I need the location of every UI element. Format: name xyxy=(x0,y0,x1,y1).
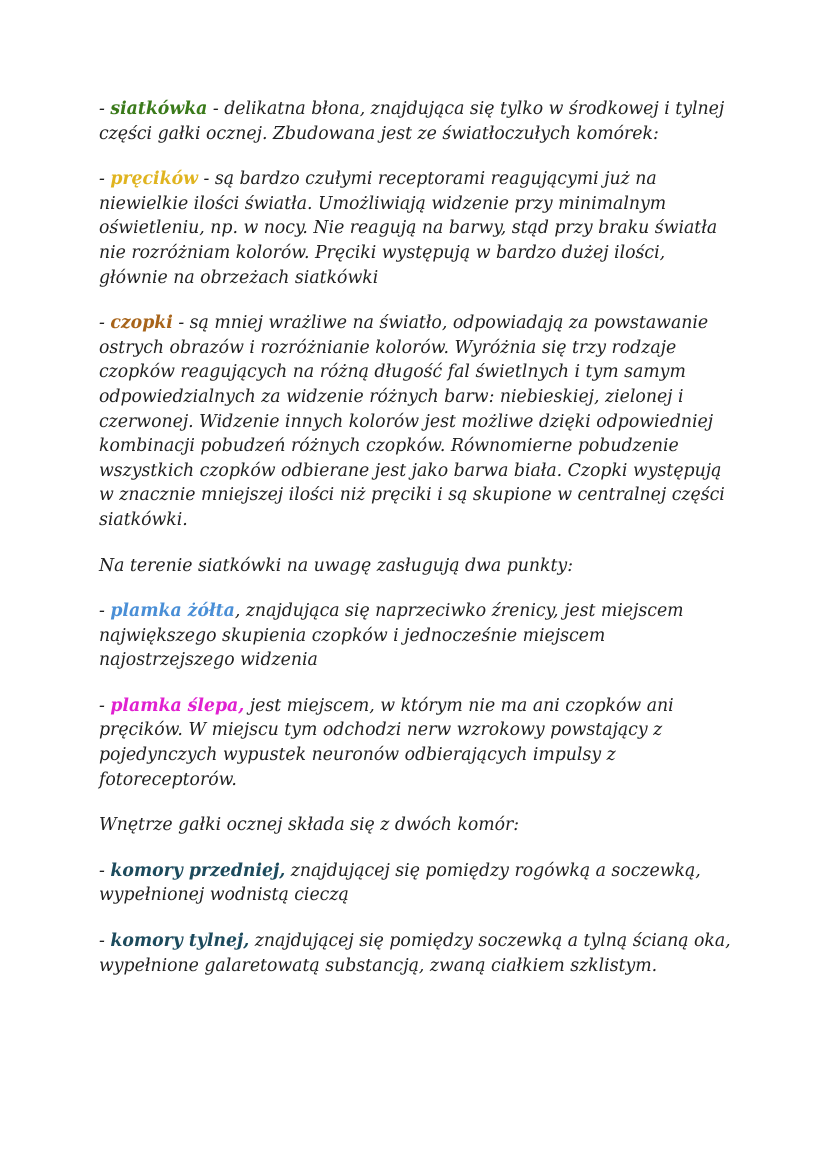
term-komora-tylna: komory tylnej, xyxy=(110,931,250,952)
paragraph-prefix: - xyxy=(99,169,111,190)
paragraph-komora-przednia xyxy=(99,859,739,908)
paragraph-prefix: - xyxy=(99,931,111,952)
paragraph-text: Na terenie siatkówki na uwagę zasługują dwa punkty: xyxy=(99,555,574,576)
paragraph-plamka-slepa xyxy=(99,694,739,792)
term-plamka-slepa: plamka ślepa, xyxy=(110,695,245,716)
paragraph-prefix: - xyxy=(99,313,111,334)
paragraph-prefix: - xyxy=(99,601,111,622)
paragraph-prefix: - xyxy=(99,99,111,119)
term-preciki: pręcików xyxy=(110,169,198,190)
paragraph-punkty-intro xyxy=(99,554,739,579)
paragraph-plamka-zolta xyxy=(99,599,739,673)
paragraph-komora-tylna xyxy=(99,929,739,978)
document-body xyxy=(99,97,739,999)
term-plamka-zolta: plamka żółta xyxy=(110,601,235,622)
paragraph-text: - są bardzo czułymi receptorami reagującymi już na niewielkie ilości światła. Umożliwiają widzenie przy minimalnym oświetleniu, np. w nocy. Nie reagują na barwy, stąd przy braku światła nie rozróżniam kolorów. Pręciki występują w bardzo dużej ilości, głównie na obrzeżach siatkówki xyxy=(99,169,718,288)
paragraph-prefix: - xyxy=(99,695,111,716)
term-siatkowka: siatkówka xyxy=(110,99,208,119)
paragraph-text: jest miejscem, w którym nie ma ani czopków ani pręcików. W miejscu tym odchodzi nerw wzrokowy powstający z pojedynczych wypustek neuronów odbierających impulsy z fotoreceptorów. xyxy=(99,695,674,790)
term-czopki: czopki xyxy=(110,313,173,334)
paragraph-komory-intro xyxy=(99,813,739,838)
paragraph-text: Wnętrze gałki ocznej składa się z dwóch komór: xyxy=(99,815,520,836)
paragraph-text: , znajdująca się naprzeciwko źrenicy, jest miejscem największego skupienia czopków i jednocześnie miejscem najostrzejszego widzenia xyxy=(99,601,684,671)
paragraph-text: - delikatna błona, znajdująca się tylko w środkowej i tylnej części gałki ocznej. Zbudowana jest ze światłoczułych komórek: xyxy=(99,99,725,144)
paragraph-czopki xyxy=(99,311,739,532)
paragraph-prefix: - xyxy=(99,860,111,881)
paragraph-preciki xyxy=(99,167,739,290)
paragraph-siatkowka xyxy=(99,97,739,146)
paragraph-text: znajdującej się pomiędzy rogówką a soczewką, wypełnionej wodnistą cieczą xyxy=(99,860,701,906)
term-komora-przednia: komory przedniej, xyxy=(110,860,286,881)
paragraph-text: znajdującej się pomiędzy soczewką a tylną ścianą oka, wypełnione galaretowatą substancją, zwaną ciałkiem szklistym. xyxy=(99,931,731,976)
paragraph-text: - są mniej wrażliwe na światło, odpowiadają za powstawanie ostrych obrazów i rozróżnianie kolorów. Wyróżnia się trzy rodzaje czopków reagujących na różną długość fal świetlnych i tym samym odpowiedzialnych za widzenie różnych barw: niebieskiej, zielonej i czerwonej. Widzenie innych kolorów jest możliwe dzięki odpowiedniej kombinacji pobudzeń różnych czopków. Równomierne pobudzenie wszystkich czopków odbierane jest jako barwa biała. Czopki występują w znacznie mniejszej ilości niż pręciki i są skupione w centralnej części siatkówki. xyxy=(99,313,725,530)
